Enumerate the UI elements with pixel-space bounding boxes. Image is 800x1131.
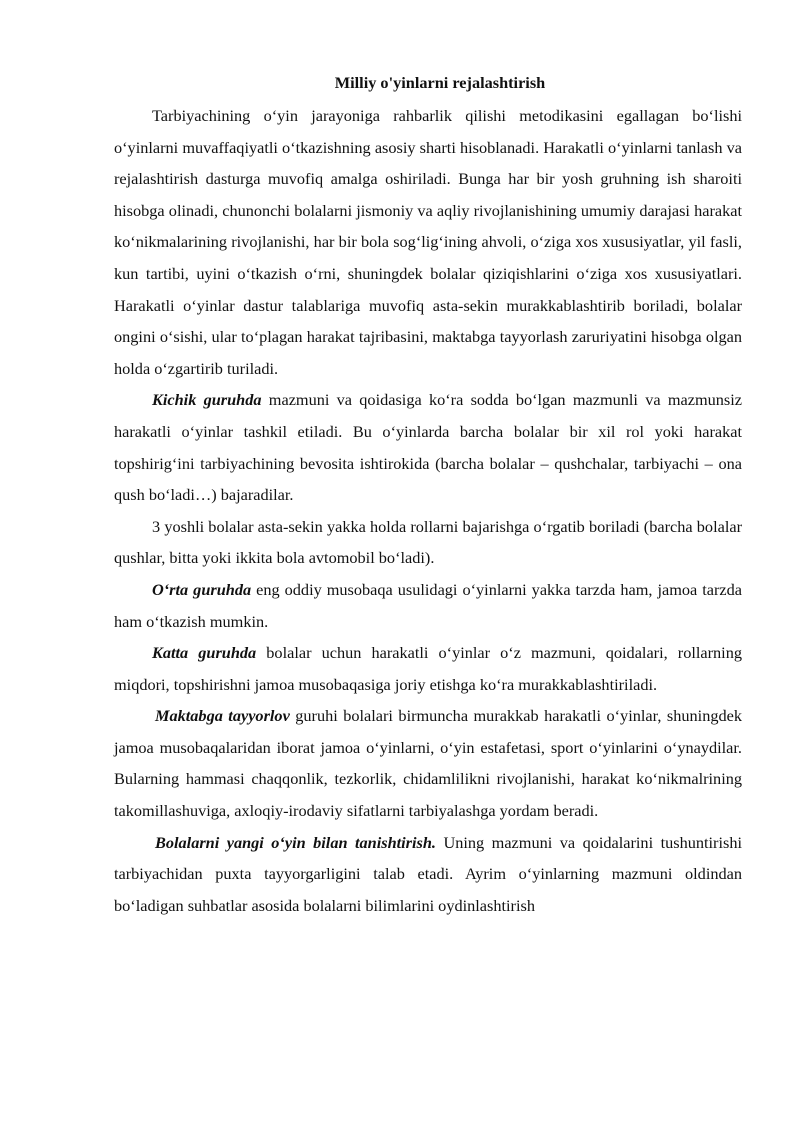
paragraph-maktabga-tayyorlov bbox=[114, 700, 742, 826]
paragraph-text: Tarbiyachining o‘yin jarayoniga rahbarlik qilishi metodikasini egallagan bo‘lishi o‘yinlarni muvaffaqiyatli o‘tkazishning asosiy sharti hisoblanadi. Harakatli o‘yinlarni tanlash va rejalashtirish dasturga muvofiq amalga oshiriladi. Bunga har bir yosh gruhning ish sharoiti hisobga olinadi, chunonchi bolalarni jismoniy va aqliy rivojlanishining umumiy darajasi harakat ko‘nikmalarining rivojlanishi, har bir bola sog‘lig‘ining ahvoli, o‘ziga xos xususiyatlar, yil fasli, kun tartibi, uyini o‘tkazish o‘rni, shuningdek bolalar qiziqishlarini o‘ziga xos xususiyatlari. Harakatli o‘yinlar dastur talablariga muvofiq asta-sekin murakkablashtirib boriladi, bolalar ongini o‘sishi, ular to‘plagan harakat tajribasini, maktabga tayyorlash zaruriyatini hisobga olgan holda o‘zgartirib turiladi. bbox=[114, 106, 742, 378]
paragraph-lead: Kichik guruhda bbox=[152, 390, 262, 410]
paragraph-yangi-oyin bbox=[114, 827, 742, 922]
document-page bbox=[114, 72, 742, 921]
paragraph-text: 3 yoshli bolalar asta-sekin yakka holda rollarni bajarishga o‘rgatib boriladi (barcha bolalar qushlar, bitta yoki ikkita bola avtomobil bo‘ladi). bbox=[114, 516, 742, 568]
paragraph-text: eng oddiy musobaqa usulidagi o‘yinlarni yakka tarzda ham, jamoa tarzda ham o‘tkazish mumkin. bbox=[114, 579, 742, 631]
paragraph-katta-guruh bbox=[114, 637, 742, 700]
paragraph-text: Uning mazmuni va qoidalarini tushuntirishi tarbiyachidan puxta tayyorgarligini talab etadi. Ayrim o‘yinlarning mazmuni oldindan bo‘ladigan suhbatlar asosida bolalarni bilimlarini oydinlashtirish bbox=[114, 832, 742, 915]
paragraph-3-yoshli bbox=[114, 511, 742, 574]
paragraph-lead: Bolalarni yangi o‘yin bilan tanishtirish. bbox=[155, 832, 436, 852]
paragraph-lead: Maktabga tayyorlov bbox=[155, 706, 290, 726]
paragraph-lead: O‘rta guruhda bbox=[152, 579, 252, 599]
paragraph-text: guruhi bolalari birmuncha murakkab harakatli o‘yinlar, shuningdek jamoa musobaqalaridan iborat jamoa o‘yinlarni, o‘yin estafetasi, sport o‘yinlarini o‘ynaydilar. Bularning hammasi chaqqonlik, tezkorlik, chidamlilikni rivojlanishi, harakat ko‘nikmalrining takomillashuviga, axloqiy-irodaviy sifatlarni tarbiyalashga yordam beradi. bbox=[114, 706, 742, 821]
paragraph-orta-guruh bbox=[114, 574, 742, 637]
paragraph-text: bolalar uchun harakatli o‘yinlar o‘z mazmuni, qoidalari, rollarning miqdori, topshirishni jamoa musobaqasiga joriy etishga ko‘ra murakkablashtiriladi. bbox=[114, 643, 742, 694]
paragraph-text: mazmuni va qoidasiga ko‘ra sodda bo‘lgan mazmunli va mazmunsiz harakatli o‘yinlar tashkil etiladi. Bu o‘yinlarda barcha bolalar bir xil rol yoki harakat topshirig‘ini tarbiyachining bevosita ishtirokida (barcha bolalar – qushchalar, tarbiyachi – ona qush bo‘ladi…) bajaradilar. bbox=[114, 390, 742, 505]
paragraph-kichik-guruh bbox=[114, 384, 742, 510]
paragraph-intro bbox=[114, 100, 742, 384]
paragraph-lead: Katta guruhda bbox=[152, 643, 257, 663]
document-title: Milliy o'yinlarni rejalashtirish bbox=[334, 73, 546, 92]
